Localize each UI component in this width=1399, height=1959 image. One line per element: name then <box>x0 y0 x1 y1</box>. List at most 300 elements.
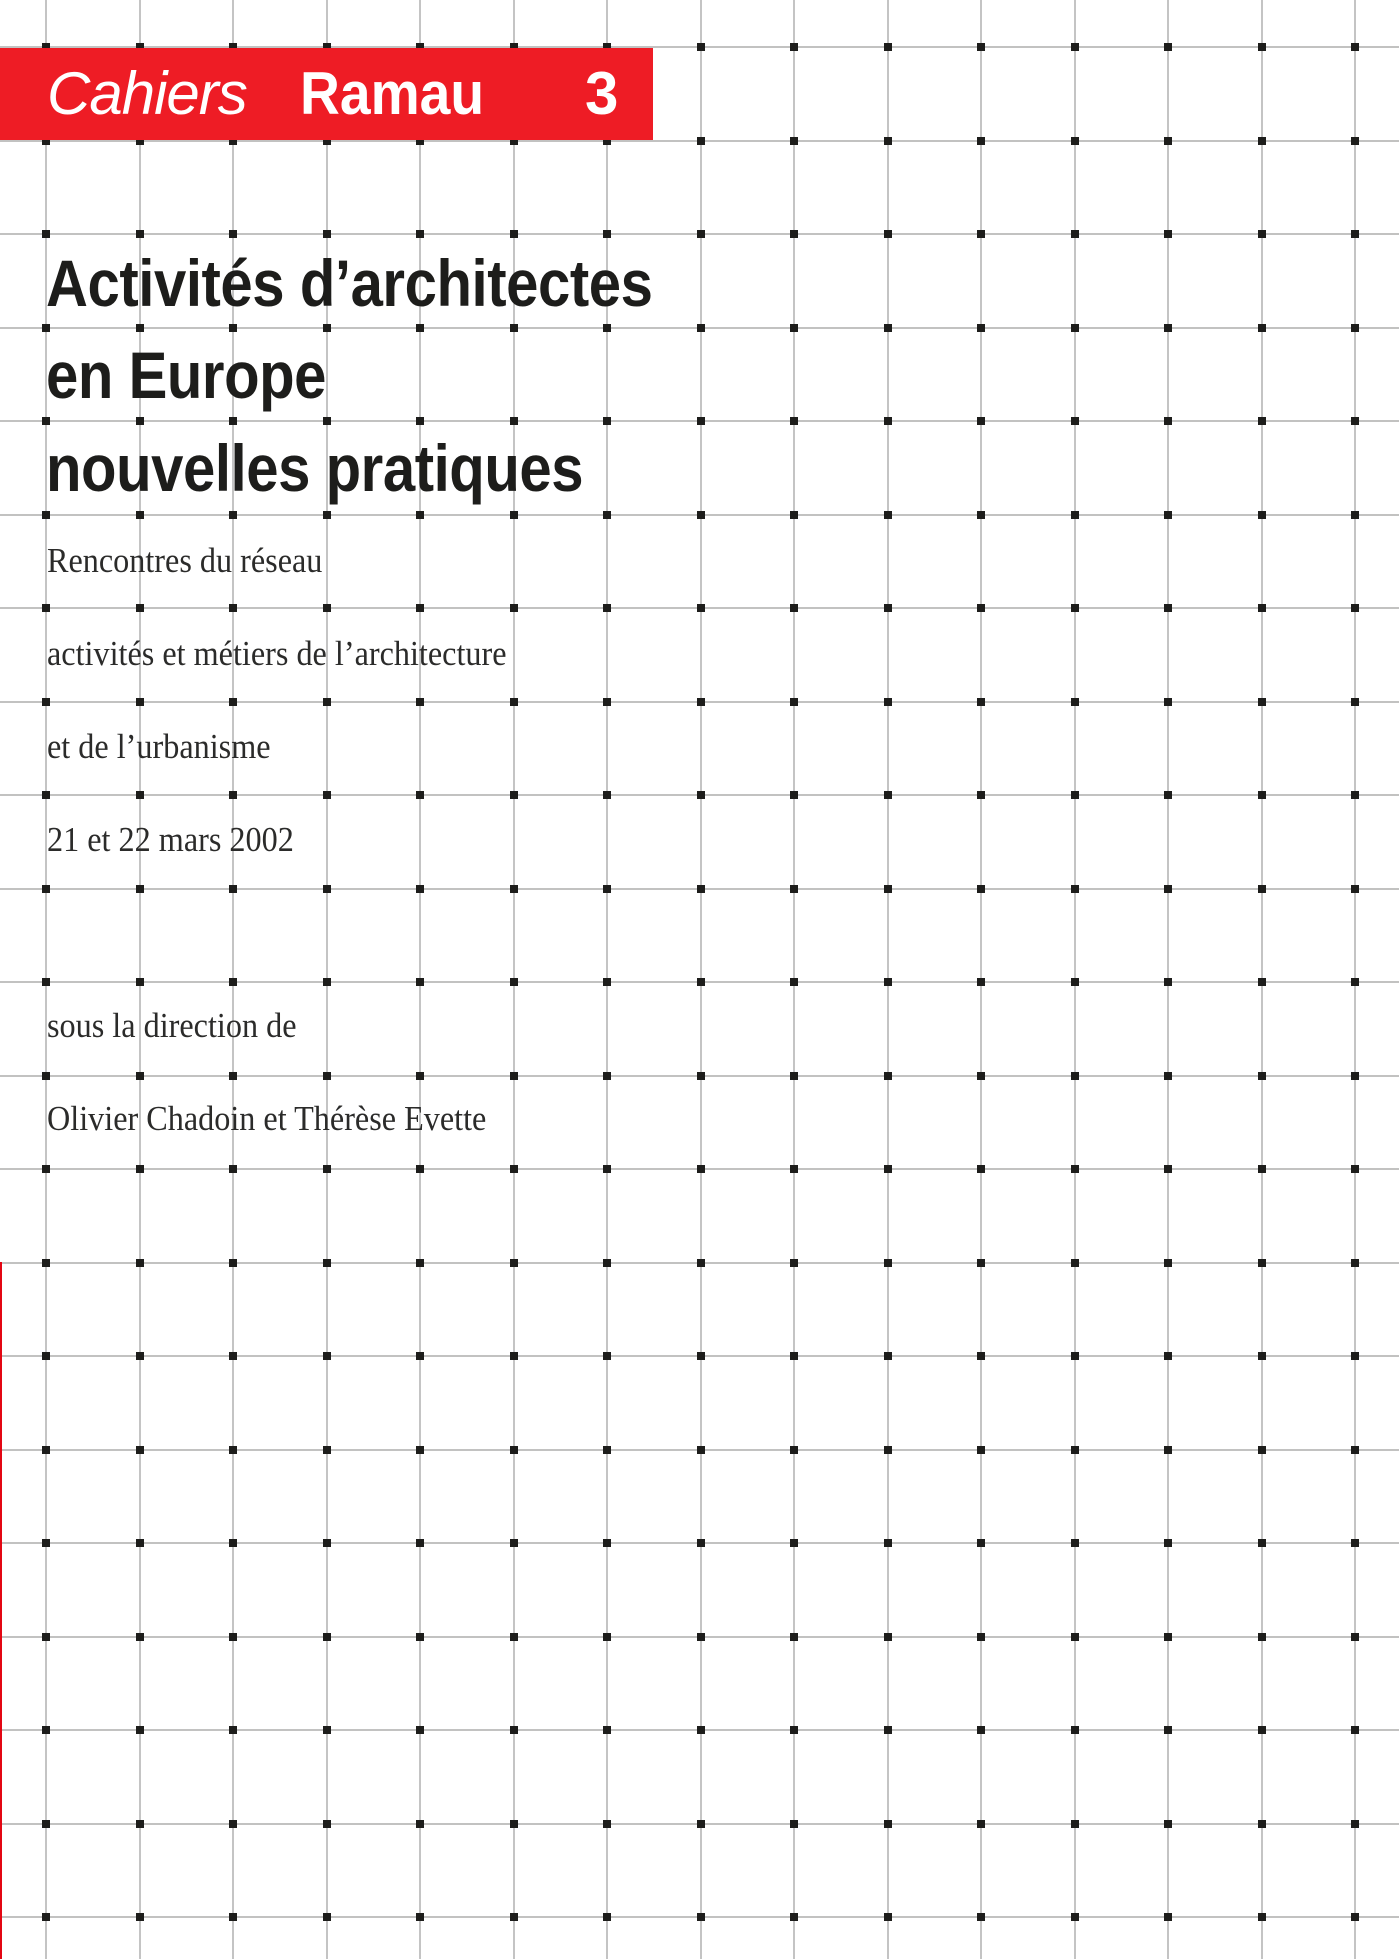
grid-dot <box>1258 791 1266 799</box>
grid-dot <box>697 511 705 519</box>
grid-dot <box>977 604 985 612</box>
grid-dot <box>603 698 611 706</box>
grid-dot <box>1164 1352 1172 1360</box>
grid-dot <box>790 1726 798 1734</box>
grid-dot <box>416 1259 424 1267</box>
grid-dot <box>977 1820 985 1828</box>
grid-dot <box>229 1165 237 1173</box>
grid-dot <box>1071 1259 1079 1267</box>
grid-dot <box>1164 43 1172 51</box>
grid-dot <box>790 1165 798 1173</box>
grid-dot <box>323 1726 331 1734</box>
grid-dot <box>603 1539 611 1547</box>
grid-dot <box>697 137 705 145</box>
grid-dot <box>1351 1633 1359 1641</box>
grid-dot <box>1071 1165 1079 1173</box>
grid-dot <box>416 1913 424 1921</box>
grid-dot <box>416 324 424 332</box>
grid-dot <box>1258 43 1266 51</box>
grid-dot <box>790 604 798 612</box>
grid-dot <box>1071 698 1079 706</box>
grid-dot <box>42 1539 50 1547</box>
grid-dot <box>1351 1259 1359 1267</box>
grid-dot <box>42 1446 50 1454</box>
grid-dot <box>977 1165 985 1173</box>
grid-dot <box>1258 1633 1266 1641</box>
grid-dot <box>884 137 892 145</box>
grid-dot <box>1164 885 1172 893</box>
grid-dot <box>603 1633 611 1641</box>
grid-dot <box>790 1539 798 1547</box>
grid-dot <box>790 1352 798 1360</box>
grid-dot <box>42 604 50 612</box>
grid-dot <box>1258 1072 1266 1080</box>
grid-dot <box>790 885 798 893</box>
grid-dot <box>697 885 705 893</box>
grid-dot <box>1258 1820 1266 1828</box>
grid-dot <box>603 1726 611 1734</box>
grid-dot <box>1258 1726 1266 1734</box>
grid-dot <box>1258 1165 1266 1173</box>
red-edge-accent <box>0 1262 2 1959</box>
grid-dot <box>884 1446 892 1454</box>
grid-dot <box>790 511 798 519</box>
grid-dot <box>884 791 892 799</box>
grid-dot <box>229 511 237 519</box>
grid-dot <box>884 1165 892 1173</box>
grid-dot <box>416 1446 424 1454</box>
grid-dot <box>1164 1633 1172 1641</box>
grid-dot <box>1351 791 1359 799</box>
grid-dot <box>1258 1539 1266 1547</box>
grid-dot <box>977 1446 985 1454</box>
grid-dot <box>1071 885 1079 893</box>
grid-dot <box>136 1165 144 1173</box>
grid-dot <box>42 1352 50 1360</box>
grid-dot <box>884 511 892 519</box>
subtitle-line-2: activités et métiers de l’architecture <box>47 634 507 673</box>
grid-dot <box>603 1072 611 1080</box>
event-date: 21 et 22 mars 2002 <box>47 820 294 859</box>
grid-dot <box>697 1165 705 1173</box>
grid-dot <box>884 1726 892 1734</box>
grid-dot <box>1164 324 1172 332</box>
grid-dot <box>229 698 237 706</box>
grid-dot <box>416 1726 424 1734</box>
grid-dot <box>229 1820 237 1828</box>
grid-dot <box>136 1539 144 1547</box>
grid-dot <box>977 885 985 893</box>
grid-dot <box>416 698 424 706</box>
grid-dot <box>1258 1446 1266 1454</box>
grid-dot <box>136 885 144 893</box>
grid-dot <box>229 1072 237 1080</box>
grid-dot <box>229 1913 237 1921</box>
grid-dot <box>510 1165 518 1173</box>
grid-dot <box>1071 1820 1079 1828</box>
grid-dot <box>1164 978 1172 986</box>
grid-dot <box>884 43 892 51</box>
grid-dot <box>323 978 331 986</box>
grid-dot <box>1258 1913 1266 1921</box>
grid-dot <box>1164 791 1172 799</box>
grid-dot <box>1258 511 1266 519</box>
series-banner <box>0 48 653 140</box>
title-line-2: en Europe <box>46 338 327 412</box>
grid-dot <box>229 885 237 893</box>
grid-dot <box>603 1446 611 1454</box>
grid-dot <box>977 1726 985 1734</box>
grid-dot <box>136 1446 144 1454</box>
grid-dot <box>603 978 611 986</box>
grid-dot <box>1164 1165 1172 1173</box>
grid-dot <box>884 604 892 612</box>
grid-dot <box>42 324 50 332</box>
grid-dot <box>1351 1165 1359 1173</box>
grid-dot <box>884 1820 892 1828</box>
grid-dot <box>416 1820 424 1828</box>
grid-dot <box>790 1820 798 1828</box>
grid-dot <box>603 1165 611 1173</box>
grid-dot <box>884 230 892 238</box>
grid-dot <box>977 1539 985 1547</box>
grid-dot <box>1351 604 1359 612</box>
grid-dot <box>1164 1072 1172 1080</box>
grid-dot <box>884 1072 892 1080</box>
grid-dot <box>884 885 892 893</box>
grid-dot <box>1258 137 1266 145</box>
grid-dot <box>510 1539 518 1547</box>
grid-dot <box>510 1820 518 1828</box>
grid-dot <box>323 1446 331 1454</box>
grid-dot <box>697 1913 705 1921</box>
grid-dot <box>510 1633 518 1641</box>
grid-dot <box>884 698 892 706</box>
grid-dot <box>790 1072 798 1080</box>
grid-dot <box>884 1913 892 1921</box>
grid-dot <box>1071 1726 1079 1734</box>
grid-dot <box>1351 1539 1359 1547</box>
grid-dot <box>977 324 985 332</box>
grid-dot <box>229 1633 237 1641</box>
grid-dot <box>603 791 611 799</box>
grid-dot <box>323 885 331 893</box>
grid-dot <box>323 604 331 612</box>
grid-dot <box>603 511 611 519</box>
grid-dot <box>229 1539 237 1547</box>
grid-dot <box>1351 1446 1359 1454</box>
grid-dot <box>1258 604 1266 612</box>
grid-dot <box>1258 230 1266 238</box>
grid-dot <box>603 1820 611 1828</box>
grid-dot <box>416 1072 424 1080</box>
grid-dot <box>416 1352 424 1360</box>
grid-dot <box>697 1726 705 1734</box>
grid-dot <box>229 230 237 238</box>
grid-dot <box>884 1633 892 1641</box>
grid-dot <box>136 511 144 519</box>
grid-dot <box>136 230 144 238</box>
grid-dot <box>42 1820 50 1828</box>
grid-dot <box>42 885 50 893</box>
series-name-cahiers: Cahiers <box>47 60 247 127</box>
series-name-ramau: Ramau <box>300 60 485 127</box>
grid-dot <box>416 978 424 986</box>
grid-dot <box>977 698 985 706</box>
grid-dot <box>977 1913 985 1921</box>
grid-dot <box>1071 230 1079 238</box>
grid-dot <box>416 791 424 799</box>
grid-dot <box>510 1352 518 1360</box>
grid-dot <box>136 1633 144 1641</box>
grid-dot <box>1164 1726 1172 1734</box>
grid-dot <box>977 137 985 145</box>
grid-dot <box>1258 1259 1266 1267</box>
grid-dot <box>790 417 798 425</box>
grid-dot <box>1071 604 1079 612</box>
grid-dot <box>1164 1820 1172 1828</box>
grid-dot <box>1071 1446 1079 1454</box>
grid-dot <box>323 1820 331 1828</box>
grid-dot <box>42 791 50 799</box>
grid-dot <box>416 230 424 238</box>
grid-dot <box>977 230 985 238</box>
grid-dot <box>416 1633 424 1641</box>
grid-dot <box>1351 1726 1359 1734</box>
grid-dot <box>1351 1072 1359 1080</box>
grid-dot <box>42 1072 50 1080</box>
grid-dot <box>1164 1446 1172 1454</box>
grid-dot <box>884 417 892 425</box>
grid-dot <box>697 1820 705 1828</box>
grid-dot <box>510 1259 518 1267</box>
grid-dot <box>323 1913 331 1921</box>
grid-dot <box>697 1259 705 1267</box>
grid-dot <box>603 1352 611 1360</box>
grid-dot <box>1258 417 1266 425</box>
grid-dot <box>416 885 424 893</box>
grid-dot <box>1351 1352 1359 1360</box>
grid-dot <box>323 1539 331 1547</box>
grid-dot <box>136 1726 144 1734</box>
grid-dot <box>790 1633 798 1641</box>
grid-dot <box>1351 417 1359 425</box>
grid-dot <box>323 1633 331 1641</box>
grid-dot <box>323 791 331 799</box>
grid-dot <box>323 230 331 238</box>
grid-dot <box>1351 1913 1359 1921</box>
grid-dot <box>510 1072 518 1080</box>
grid-dot <box>1164 698 1172 706</box>
grid-dot <box>697 1072 705 1080</box>
grid-dot <box>1351 230 1359 238</box>
grid-dot <box>790 43 798 51</box>
grid-dot <box>603 417 611 425</box>
grid-dot <box>1351 885 1359 893</box>
grid-dot <box>1351 137 1359 145</box>
grid-dot <box>323 698 331 706</box>
grid-dot <box>1071 43 1079 51</box>
direction-label: sous la direction de <box>47 1006 297 1045</box>
grid-dot <box>136 1913 144 1921</box>
grid-dot <box>42 511 50 519</box>
grid-dot <box>323 1165 331 1173</box>
grid-dot <box>510 1446 518 1454</box>
grid-dot <box>229 1726 237 1734</box>
grid-dot <box>790 230 798 238</box>
grid-dot <box>1351 698 1359 706</box>
grid-dot <box>1258 978 1266 986</box>
grid-dot <box>977 1352 985 1360</box>
grid-dot <box>1164 604 1172 612</box>
grid-dot <box>1071 1352 1079 1360</box>
grid-dot <box>977 1259 985 1267</box>
grid-dot <box>1351 511 1359 519</box>
grid-dot <box>884 978 892 986</box>
grid-dot <box>697 604 705 612</box>
grid-dot <box>510 791 518 799</box>
grid-dot <box>42 1165 50 1173</box>
grid-dot <box>510 417 518 425</box>
grid-dot <box>416 417 424 425</box>
grid-dot <box>323 324 331 332</box>
grid-dot <box>790 791 798 799</box>
grid-dot <box>1258 885 1266 893</box>
grid-dot <box>510 230 518 238</box>
grid-dot <box>603 1913 611 1921</box>
grid-dot <box>42 1633 50 1641</box>
grid-dot <box>229 417 237 425</box>
subtitle-line-3: et de l’urbanisme <box>47 727 271 766</box>
grid-dot <box>977 978 985 986</box>
grid-dot <box>136 1820 144 1828</box>
grid-dot <box>977 1633 985 1641</box>
grid-dot <box>697 1633 705 1641</box>
grid-dot <box>1351 978 1359 986</box>
grid-dot <box>697 1352 705 1360</box>
grid-dot <box>229 604 237 612</box>
grid-dot <box>790 137 798 145</box>
grid-dot <box>416 511 424 519</box>
grid-dot <box>136 417 144 425</box>
grid-dot <box>416 604 424 612</box>
grid-dot <box>603 1259 611 1267</box>
grid-dot <box>1164 1539 1172 1547</box>
grid-dot <box>136 1072 144 1080</box>
grid-dot <box>697 698 705 706</box>
grid-dot <box>1164 137 1172 145</box>
grid-dot <box>42 230 50 238</box>
grid-dot <box>977 1072 985 1080</box>
grid-dot <box>977 791 985 799</box>
grid-dot <box>136 698 144 706</box>
grid-dot <box>323 1259 331 1267</box>
grid-dot <box>1164 511 1172 519</box>
grid-dot <box>136 1259 144 1267</box>
grid-dot <box>1164 1259 1172 1267</box>
grid-dot <box>697 978 705 986</box>
grid-dot <box>1258 1352 1266 1360</box>
grid-dot <box>416 1539 424 1547</box>
grid-dot <box>1351 324 1359 332</box>
grid-dot <box>1071 137 1079 145</box>
grid-dot <box>790 324 798 332</box>
grid-dot <box>510 885 518 893</box>
grid-dot <box>790 1913 798 1921</box>
grid-dot <box>510 978 518 986</box>
grid-dot <box>229 324 237 332</box>
grid-dot <box>977 511 985 519</box>
grid-dot <box>1071 1072 1079 1080</box>
grid-dot <box>136 791 144 799</box>
grid-dot <box>136 1352 144 1360</box>
subtitle-line-1: Rencontres du réseau <box>47 541 323 580</box>
grid-dot <box>42 417 50 425</box>
grid-dot <box>603 230 611 238</box>
title-line-3: nouvelles pratiques <box>46 431 584 505</box>
grid-dot <box>510 698 518 706</box>
authors: Olivier Chadoin et Thérèse Evette <box>47 1099 487 1138</box>
grid-dot <box>42 978 50 986</box>
grid-dot <box>510 604 518 612</box>
grid-dot <box>977 43 985 51</box>
grid-dot <box>603 885 611 893</box>
grid-dot <box>697 324 705 332</box>
grid-dot <box>136 978 144 986</box>
grid-dot <box>42 1913 50 1921</box>
grid-dot <box>977 417 985 425</box>
grid-dot <box>790 698 798 706</box>
grid-dot <box>1071 978 1079 986</box>
grid-dot <box>884 1259 892 1267</box>
grid-dot <box>416 1165 424 1173</box>
grid-dot <box>1164 417 1172 425</box>
grid-dot <box>229 1446 237 1454</box>
grid-dot <box>136 324 144 332</box>
grid-dot <box>884 1352 892 1360</box>
grid-dot <box>697 791 705 799</box>
grid-dot <box>1164 1913 1172 1921</box>
title-line-1: Activités d’architectes <box>46 246 653 320</box>
grid-dot <box>884 324 892 332</box>
grid-dot <box>42 1259 50 1267</box>
grid-dot <box>510 511 518 519</box>
grid-dot <box>790 978 798 986</box>
grid-dot <box>697 1446 705 1454</box>
grid-dot <box>790 1259 798 1267</box>
grid-dot <box>510 1726 518 1734</box>
grid-dot <box>1071 1913 1079 1921</box>
grid-dot <box>1351 1820 1359 1828</box>
series-number: 3 <box>585 60 619 127</box>
grid-dot <box>1071 324 1079 332</box>
grid-dot <box>42 1726 50 1734</box>
grid-dot <box>510 324 518 332</box>
grid-dot <box>229 1352 237 1360</box>
grid-dot <box>697 230 705 238</box>
grid-dot <box>1164 230 1172 238</box>
grid-dot <box>136 604 144 612</box>
grid-dot <box>1071 417 1079 425</box>
grid-dot <box>697 417 705 425</box>
grid-dot <box>1071 1633 1079 1641</box>
grid-dot <box>603 324 611 332</box>
grid-dot <box>697 43 705 51</box>
grid-dot <box>1071 511 1079 519</box>
grid-dot <box>42 698 50 706</box>
grid-dot <box>884 1539 892 1547</box>
grid-dot <box>1071 1539 1079 1547</box>
